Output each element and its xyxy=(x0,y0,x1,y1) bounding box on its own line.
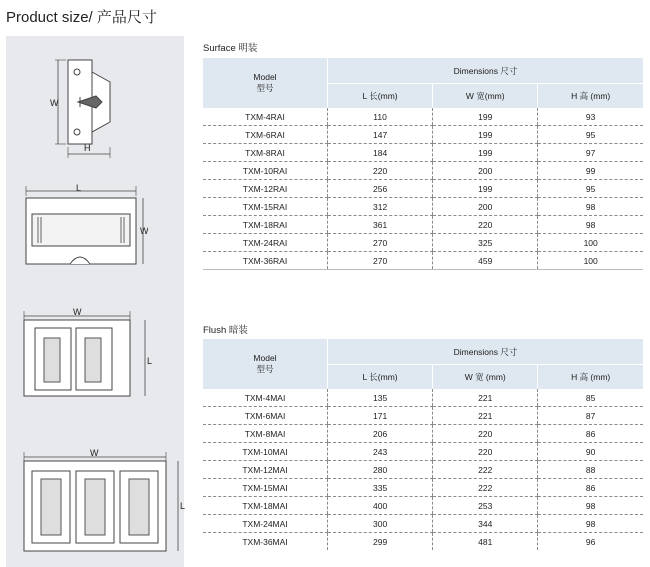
table-row xyxy=(203,407,643,425)
height-cell: 93 xyxy=(538,108,643,126)
table-row xyxy=(203,144,643,162)
page-title: Product size/ 产品尺寸 xyxy=(6,9,157,26)
length-cell: 135 xyxy=(328,389,433,407)
width-cell: 344 xyxy=(433,515,538,533)
width-cell: 221 xyxy=(433,389,538,407)
width-cell: 325 xyxy=(433,234,538,252)
width-cell: 199 xyxy=(433,108,538,126)
height-cell: 95 xyxy=(538,126,643,144)
model-cell: TXM-36MAI xyxy=(242,536,288,547)
length-header: L 长(mm) xyxy=(328,365,433,390)
width-header: W 宽(mm) xyxy=(433,84,538,109)
width-cell: 200 xyxy=(433,198,538,216)
height-cell: 98 xyxy=(538,497,643,515)
length-cell: 270 xyxy=(328,252,433,270)
model-header-en: Model xyxy=(253,72,277,82)
width-cell: 459 xyxy=(433,252,538,270)
length-cell: 110 xyxy=(328,108,433,126)
height-cell: 88 xyxy=(538,461,643,479)
flush-large-diagram xyxy=(18,449,188,559)
height-cell: 95 xyxy=(538,180,643,198)
table-row xyxy=(203,198,643,216)
side-w-label: W xyxy=(50,98,59,108)
model-header xyxy=(203,339,328,389)
surface-dimensions-table xyxy=(203,58,643,270)
length-cell: 243 xyxy=(328,443,433,461)
length-cell: 312 xyxy=(328,198,433,216)
surface-l-label: L xyxy=(76,183,82,193)
height-cell: 98 xyxy=(538,198,643,216)
flush-section-title: Flush 暗装 xyxy=(203,325,248,336)
model-cell: TXM-10RAI xyxy=(203,162,328,180)
model-header xyxy=(203,58,328,108)
height-cell: 97 xyxy=(538,144,643,162)
width-header: W 宽 (mm) xyxy=(433,365,538,390)
length-cell: 270 xyxy=(328,234,433,252)
width-cell: 220 xyxy=(433,443,538,461)
side-view-diagram xyxy=(50,50,130,162)
length-header: L 长(mm) xyxy=(328,84,433,109)
model-cell: TXM-24MAI xyxy=(203,515,328,533)
table-row xyxy=(203,162,643,180)
width-cell: 199 xyxy=(433,144,538,162)
table-row xyxy=(203,216,643,234)
height-cell: 90 xyxy=(538,443,643,461)
width-cell: 220 xyxy=(433,425,538,443)
model-cell: TXM-10MAI xyxy=(203,443,328,461)
model-cell: TXM-12RAI xyxy=(203,180,328,198)
length-cell: 335 xyxy=(328,479,433,497)
model-cell: TXM-4MAI xyxy=(203,389,328,407)
model-cell: TXM-6RAI xyxy=(203,126,328,144)
flush-small-diagram xyxy=(18,308,158,404)
flush-small-l-label: L xyxy=(147,356,153,366)
length-cell: 361 xyxy=(328,216,433,234)
width-cell: 220 xyxy=(433,216,538,234)
height-cell: 87 xyxy=(538,407,643,425)
width-cell: 222 xyxy=(433,479,538,497)
model-cell: TXM-18RAI xyxy=(203,216,328,234)
model-cell: TXM-15RAI xyxy=(203,198,328,216)
height-cell: 100 xyxy=(538,234,643,252)
table-row xyxy=(203,180,643,198)
table-row xyxy=(203,389,643,407)
model-cell: TXM-15MAI xyxy=(203,479,328,497)
model-header-cn: 型号 xyxy=(256,83,274,93)
model-cell: TXM-24RAI xyxy=(203,234,328,252)
length-cell: 171 xyxy=(328,407,433,425)
length-cell: 256 xyxy=(328,180,433,198)
model-cell: TXM-12MAI xyxy=(203,461,328,479)
width-cell: 253 xyxy=(433,497,538,515)
table-row xyxy=(203,515,643,533)
length-cell: 400 xyxy=(328,497,433,515)
side-h-label: H xyxy=(84,143,91,153)
length-cell: 280 xyxy=(328,461,433,479)
height-header: H 高 (mm) xyxy=(538,84,643,109)
height-cell: 98 xyxy=(538,515,643,533)
table-row xyxy=(203,234,643,252)
model-cell: TXM-4RAI xyxy=(203,108,328,126)
table-row xyxy=(203,497,643,515)
length-cell: 299 xyxy=(328,533,433,551)
model-header-en: Model xyxy=(253,353,277,363)
length-cell: 184 xyxy=(328,144,433,162)
table-row xyxy=(203,108,643,126)
table-row xyxy=(203,425,643,443)
table-row xyxy=(203,126,643,144)
surface-w-label: W xyxy=(140,226,148,236)
width-cell: 481 xyxy=(433,533,538,551)
height-header: H 高 (mm) xyxy=(538,365,643,390)
length-cell: 220 xyxy=(328,162,433,180)
table-row xyxy=(203,533,643,551)
length-cell: 300 xyxy=(328,515,433,533)
model-cell: TXM-8RAI xyxy=(203,144,328,162)
height-cell: 86 xyxy=(538,479,643,497)
flush-dimensions-table xyxy=(203,339,643,550)
surface-section-title: Surface 明装 xyxy=(203,43,258,54)
height-cell: 86 xyxy=(538,425,643,443)
length-cell: 147 xyxy=(328,126,433,144)
width-cell: 222 xyxy=(433,461,538,479)
table-row xyxy=(203,252,643,270)
height-cell: 98 xyxy=(538,216,643,234)
flush-large-l-label: L xyxy=(180,501,186,511)
flush-large-w-label: W xyxy=(90,449,99,458)
dimensions-header: Dimensions 尺寸 xyxy=(328,339,644,365)
length-cell: 206 xyxy=(328,425,433,443)
flush-small-w-label: W xyxy=(73,308,82,317)
dimensions-header: Dimensions 尺寸 xyxy=(328,58,644,84)
table-row xyxy=(203,443,643,461)
model-cell: TXM-6MAI xyxy=(203,407,328,425)
height-cell: 99 xyxy=(538,162,643,180)
table-row xyxy=(203,461,643,479)
height-cell: 85 xyxy=(538,389,643,407)
model-header-cn: 型号 xyxy=(256,364,274,374)
surface-front-diagram xyxy=(18,182,148,274)
width-cell: 199 xyxy=(433,126,538,144)
width-cell: 221 xyxy=(433,407,538,425)
width-cell: 199 xyxy=(433,180,538,198)
model-cell: TXM-8MAI xyxy=(203,425,328,443)
height-cell: 96 xyxy=(538,533,643,551)
width-cell: 200 xyxy=(433,162,538,180)
height-cell: 100 xyxy=(538,252,643,270)
table-row xyxy=(203,479,643,497)
model-cell: TXM-18MAI xyxy=(203,497,328,515)
model-cell: TXM-36RAI xyxy=(203,252,328,270)
